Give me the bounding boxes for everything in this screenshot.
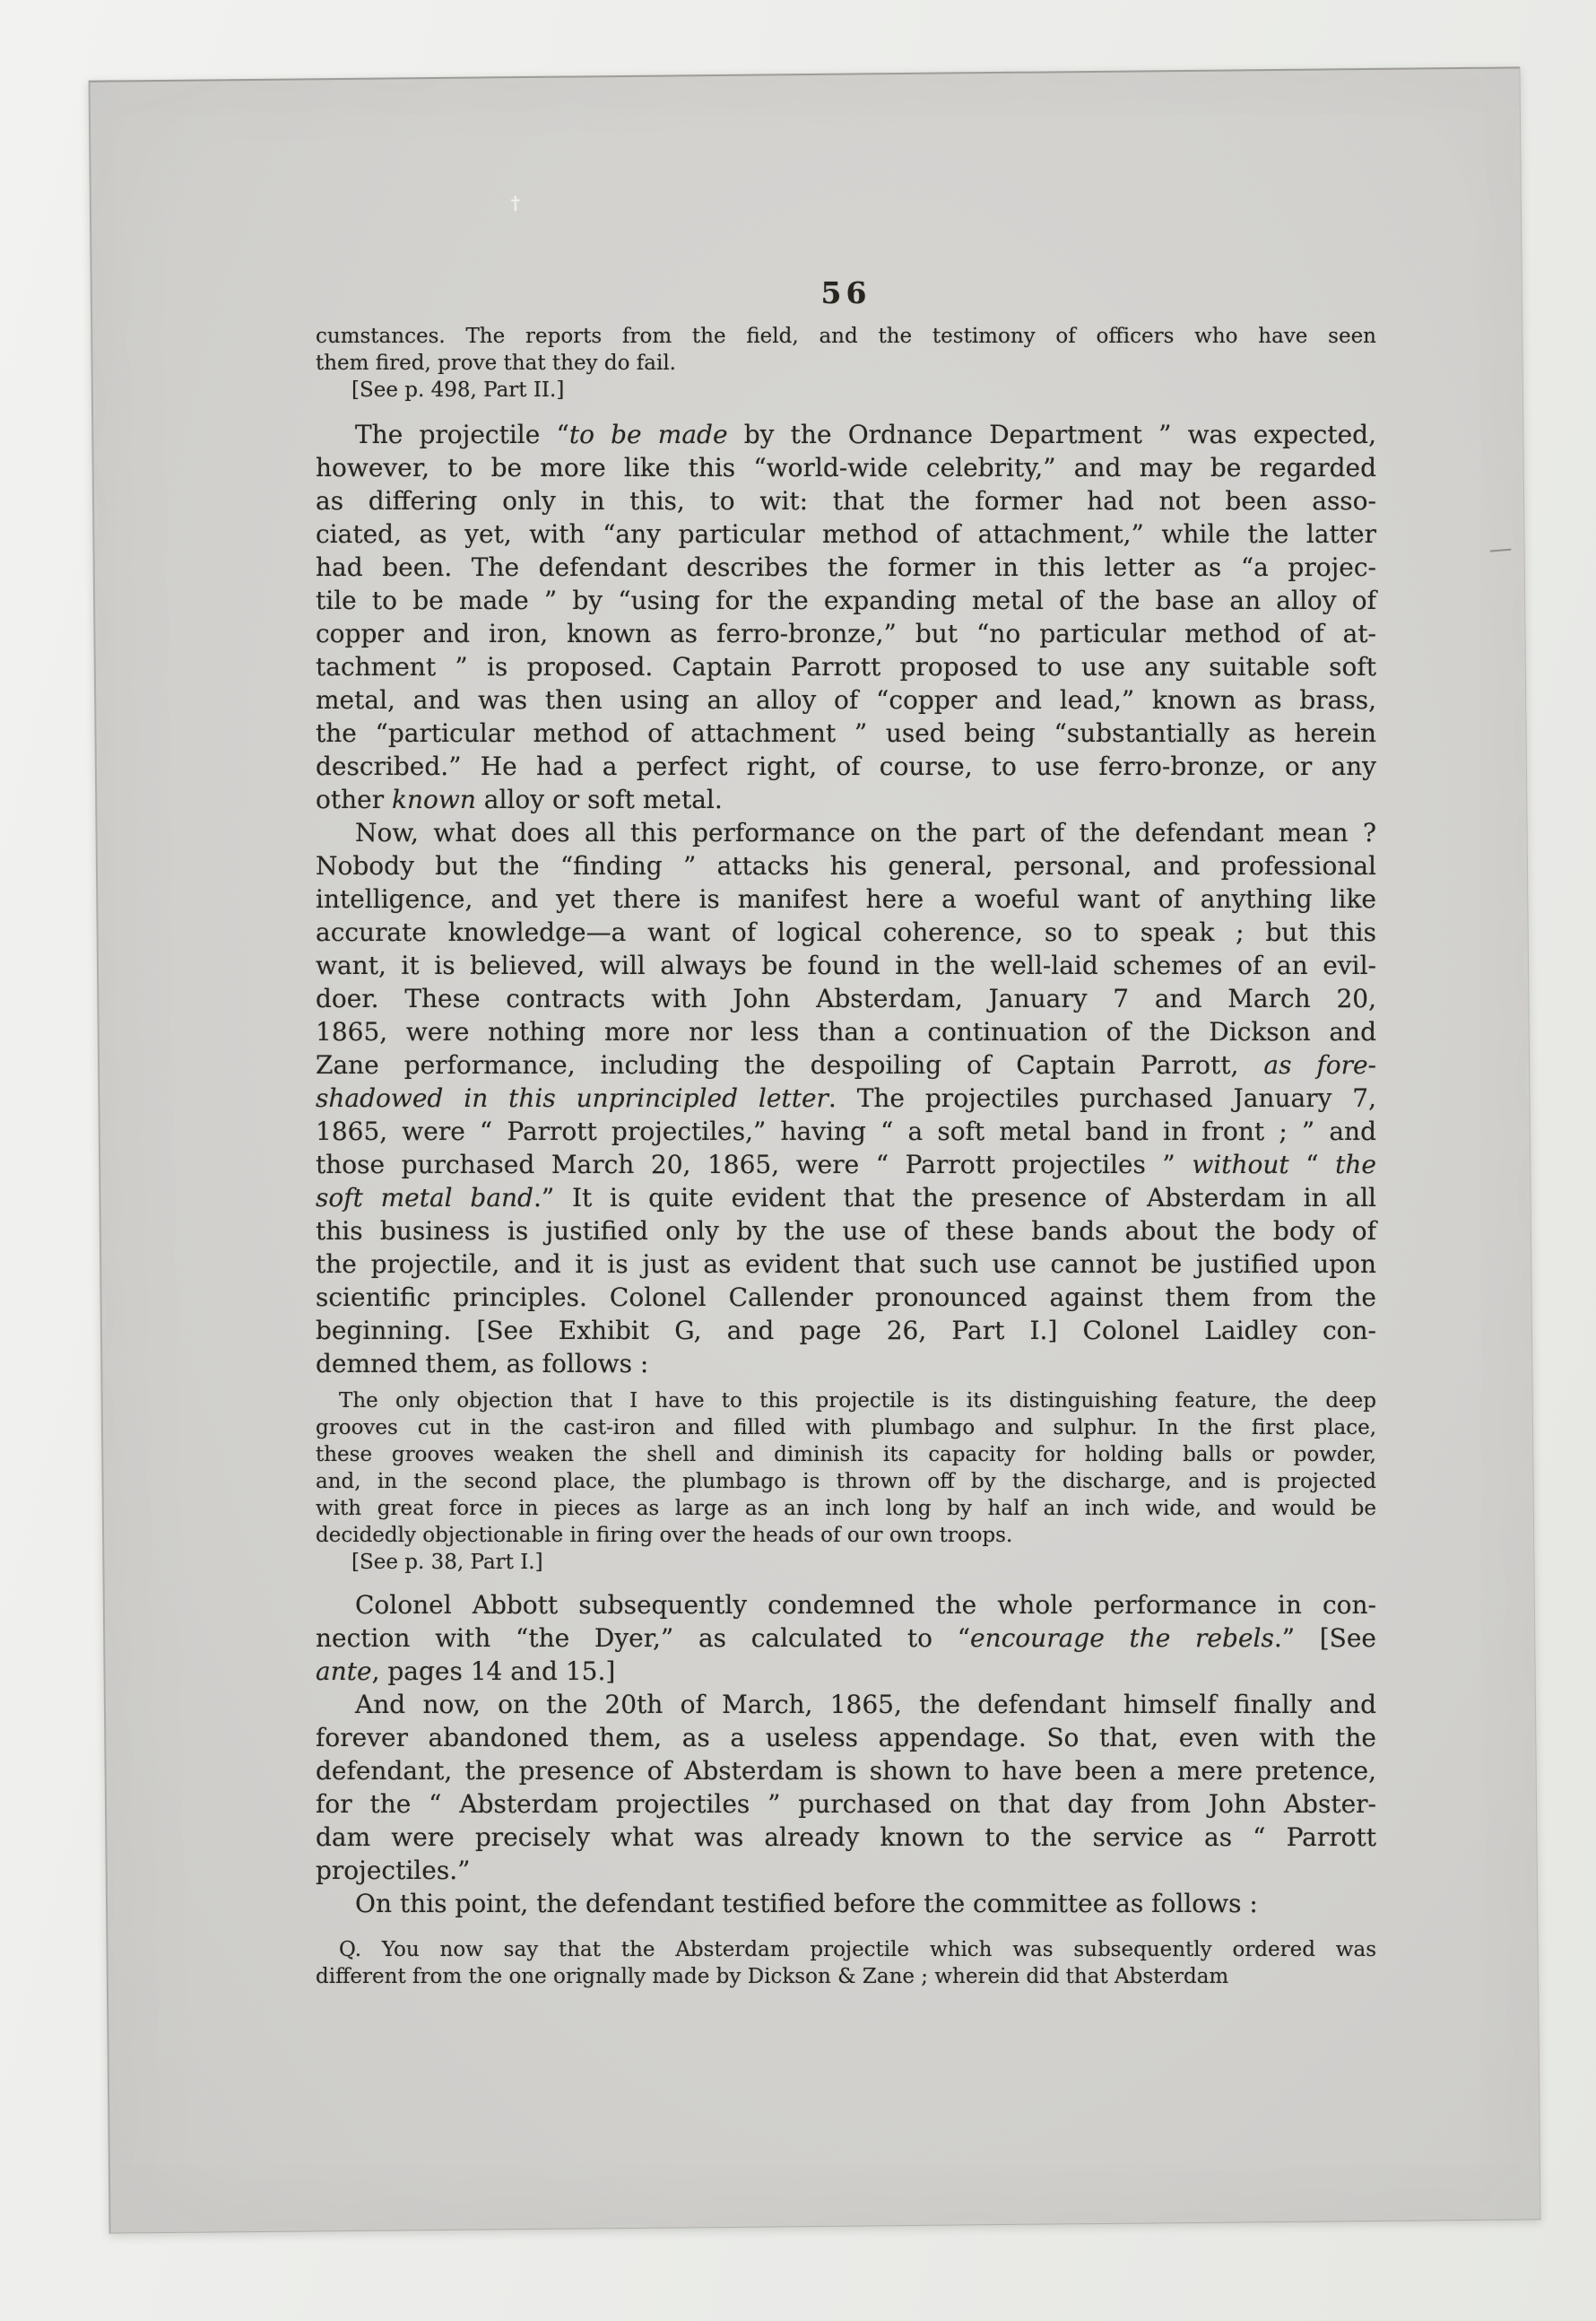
text-line: And now, on the 20th of March, 1865, the defendant himself finally and [355, 1690, 1376, 1719]
text-line: the projectile, and it is just as evident that such use cannot be justified upon [316, 1249, 1376, 1279]
text-line: accurate knowledge—a want of logical coherence, so to speak ; but this [316, 917, 1376, 947]
text-line: projectiles.” [316, 1856, 471, 1885]
text-line: want, it is believed, will always be found in the well-laid schemes of an evil- [316, 951, 1376, 980]
text-line: these grooves weaken the shell and diminish its capacity for holding balls or powder, [316, 1443, 1376, 1466]
text-line: dam were precisely what was already known to the service as “ Parrott [316, 1822, 1376, 1852]
text-line: beginning. [See Exhibit G, and page 26, Part I.] Colonel Laidley con- [316, 1316, 1376, 1345]
text-line: cumstances. The reports from the field, and the testimony of officers who have seen [316, 325, 1376, 348]
text-line: doer. These contracts with John Absterdam, January 7 and March 20, [316, 984, 1376, 1013]
text-line: different from the one orignally made by Dickson & Zane ; wherein did that Absterdam [316, 1965, 1229, 1988]
text-line: Zane performance, including the despoiling of Captain Parrott, as fore- [316, 1050, 1376, 1080]
text-line: described.” He had a perfect right, of course, to use ferro-bronze, or any [316, 752, 1376, 781]
page-content [316, 0, 1376, 1990]
body-paragraph [316, 1887, 1376, 1920]
text-line: ciated, as yet, with “any particular method of attachment,” while the latter [316, 519, 1376, 549]
text-line: tile to be made ” by “using for the expanding metal of the base an alloy of [316, 586, 1376, 615]
quote-paragraph [316, 1936, 1376, 1990]
text-line: Colonel Abbott subsequently condemned the whole performance in con- [355, 1590, 1376, 1620]
text-line: 1865, were “ Parrott projectiles,” having “ a soft metal band in front ; ” and [316, 1117, 1376, 1146]
body-paragraph [316, 1588, 1376, 1688]
text-line: ante, pages 14 and 15.] [316, 1656, 616, 1686]
text-line: metal, and was then using an alloy of “copper and lead,” known as brass, [316, 685, 1376, 715]
text-line: scientific principles. Colonel Callender pronounced against them from the [316, 1282, 1376, 1312]
body-paragraph [316, 816, 1376, 1380]
text-line: Q. You now say that the Absterdam projectile which was subsequently ordered was [339, 1938, 1376, 1961]
text-line: them fired, prove that they do fail. [316, 352, 676, 375]
text-line: and, in the second place, the plumbago is thrown off by the discharge, and is projected [316, 1470, 1376, 1493]
text-line: grooves cut in the cast-iron and filled with plumbago and sulphur. In the first place, [316, 1416, 1376, 1439]
quote-paragraph [316, 323, 1376, 404]
text-line: Nobody but the “finding ” attacks his general, personal, and professional [316, 851, 1376, 881]
text-line: those purchased March 20, 1865, were “ Parrott projectiles ” without “ the [316, 1150, 1376, 1179]
text-line: demned them, as follows : [316, 1349, 649, 1378]
text-line: Now, what does all this performance on the part of the defendant mean ? [355, 818, 1376, 848]
scan-mark-pencil-dash [1490, 549, 1512, 552]
text-line: On this point, the defendant testified before the committee as follows : [355, 1889, 1258, 1918]
text-line: copper and iron, known as ferro-bronze,” but “no particular method of at- [316, 619, 1376, 648]
reference-line: [See p. 38, Part I.] [351, 1551, 543, 1574]
text-line: intelligence, and yet there is manifest here a woeful want of anything like [316, 884, 1376, 914]
quote-paragraph [316, 1387, 1376, 1576]
text-line: however, to be more like this “world-wide celebrity,” and may be regarded [316, 453, 1376, 482]
body-paragraph [316, 418, 1376, 816]
text-line: the “particular method of attachment ” used being “substantially as herein [316, 718, 1376, 748]
text-line: other known alloy or soft metal. [316, 785, 723, 814]
text-line: 1865, were nothing more nor less than a continuation of the Dickson and [316, 1017, 1376, 1047]
text-line: defendant, the presence of Absterdam is shown to have been a mere pretence, [316, 1756, 1376, 1786]
text-line: forever abandoned them, as a useless appendage. So that, even with the [316, 1723, 1376, 1752]
text-line: nection with “the Dyer,” as calculated to “encourage the rebels.” [See [316, 1623, 1376, 1653]
text-sections [316, 323, 1376, 1990]
body-paragraph [316, 1688, 1376, 1887]
scan-mark-cross: † [510, 192, 520, 214]
text-line: decidedly objectionable in firing over the heads of our own troops. [316, 1524, 1013, 1547]
text-line: tachment ” is proposed. Captain Parrott proposed to use any suitable soft [316, 652, 1376, 682]
text-line: shadowed in this unprincipled letter. The projectiles purchased January 7, [316, 1083, 1376, 1113]
text-line: had been. The defendant describes the former in this letter as “a projec- [316, 552, 1376, 582]
text-line: with great force in pieces as large as an inch long by half an inch wide, and would be [316, 1497, 1376, 1520]
text-line: soft metal band.” It is quite evident that the presence of Absterdam in all [316, 1183, 1376, 1213]
text-line: The only objection that I have to this projectile is its distinguishing feature, the deep [339, 1389, 1376, 1413]
text-line: as differing only in this, to wit: that the former had not been asso- [316, 486, 1376, 516]
text-line: this business is justified only by the use of these bands about the body of [316, 1216, 1376, 1246]
reference-line: [See p. 498, Part II.] [351, 378, 565, 402]
text-line: for the “ Absterdam projectiles ” purchased on that day from John Abster- [316, 1789, 1376, 1819]
page-number: 56 [820, 275, 872, 310]
text-line: The projectile “to be made by the Ordnance Department ” was expected, [355, 420, 1376, 449]
